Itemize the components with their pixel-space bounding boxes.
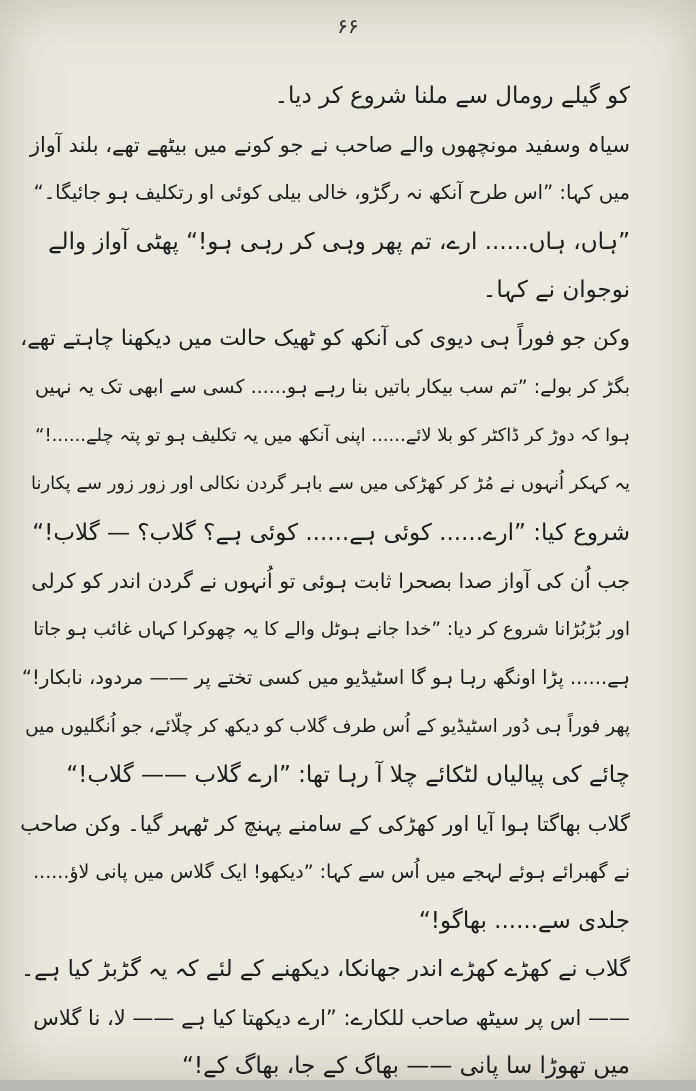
text-line: گلاب بھاگتا ہوا آیا اور کھڑکی کے سامنے پہنچ کر ٹھہر گیا۔ وکن صاحب <box>20 811 630 836</box>
text-line: ”ہاں، ہاں...... ارے، تم پھر وہی کر رہی ہو!“ پھٹی آواز والے <box>48 228 630 255</box>
text-line: کو گیلے رومال سے ملنا شروع کر دیا۔ <box>274 83 630 109</box>
text-line: چائے کی پیالیاں لٹکائے چلا آ رہا تھا: ”ارے گلاب —— گلاب!“ <box>66 762 630 788</box>
page-number: ۶۶ <box>337 14 359 38</box>
text-line: —— اس پر سیٹھ صاحب للکارے: ”ارے دیکھتا کیا ہے —— لا، نا گلاس <box>33 1005 630 1030</box>
text-line: بگڑ کر بولے: ”تم سب بیکار باتیں بنا رہے ہو...... کسی سے ابھی تک یہ نہیں <box>34 376 630 398</box>
text-line: جلدی سے...... بھاگو!“ <box>418 907 630 934</box>
page-text <box>20 72 630 1091</box>
text-line: گلاب نے کھڑے کھڑے اندر جھانکا، دیکھنے کے لئے کہ یہ گڑبڑ کیا ہے۔ <box>20 956 630 982</box>
text-line: میں تھوڑا سا پانی —— بھاگ کے جا، بھاگ کے!“ <box>181 1053 630 1079</box>
text-line: ہوا کہ دوڑ کر ڈاکٹر کو بلا لائے...... اپنی آنکھ میں یہ تکلیف ہو تو پتہ چلے......!“ <box>35 424 630 446</box>
text-line: نے گھبرائے ہوئے لہجے میں اُس سے کہا: ”دیکھو! ایک گلاس میں پانی لاؤ...... <box>33 861 630 883</box>
text-line: اور بُڑبُڑانا شروع کر دیا: ”خدا جانے ہوٹل والے کا یہ چھوکرا کہاں غائب ہو جاتا <box>33 618 630 640</box>
text-line: میں کہا: ”اس طرح آنکھ نہ رگڑو، خالی بیلی کوئی او رتکلیف ہو جائیگا۔“ <box>33 181 630 204</box>
text-line: جب اُن کی آواز صدا بصحرا ثابت ہوئی تو اُنہوں نے گردن اندر کو کرلی <box>31 569 630 593</box>
text-line: پھر فوراً ہی دُور اسٹیڈیو کے اُس طرف گلاب کو دیکھ کر چلّائے، جو اُنگلیوں میں <box>25 715 630 737</box>
text-line: ہے...... پڑا اونگھ رہا ہو گا اسٹیڈیو میں کسی تختے پر —— مردود، نابکار!“ <box>21 666 630 689</box>
text-line: یہ کہکر اُنہوں نے مُڑ کر کھڑکی میں سے باہر گردن نکالی اور زور زور سے پکارنا <box>31 473 630 494</box>
text-line: وکن جو فوراً ہی دیوی کی آنکھ کو ٹھیک حالت میں دیکھنا چاہتے تھے، <box>20 325 630 351</box>
text-line: شروع کیا: ”ارے...... کوئی ہے...... کوئی ہے؟ گلاب؟ — گلاب!“ <box>32 519 630 546</box>
text-line: سیاہ وسفید مونچھوں والے صاحب نے جو کونے میں بیٹھے تھے، بلند آواز <box>29 132 630 157</box>
text-line: نوجوان نے کہا۔ <box>482 277 630 303</box>
